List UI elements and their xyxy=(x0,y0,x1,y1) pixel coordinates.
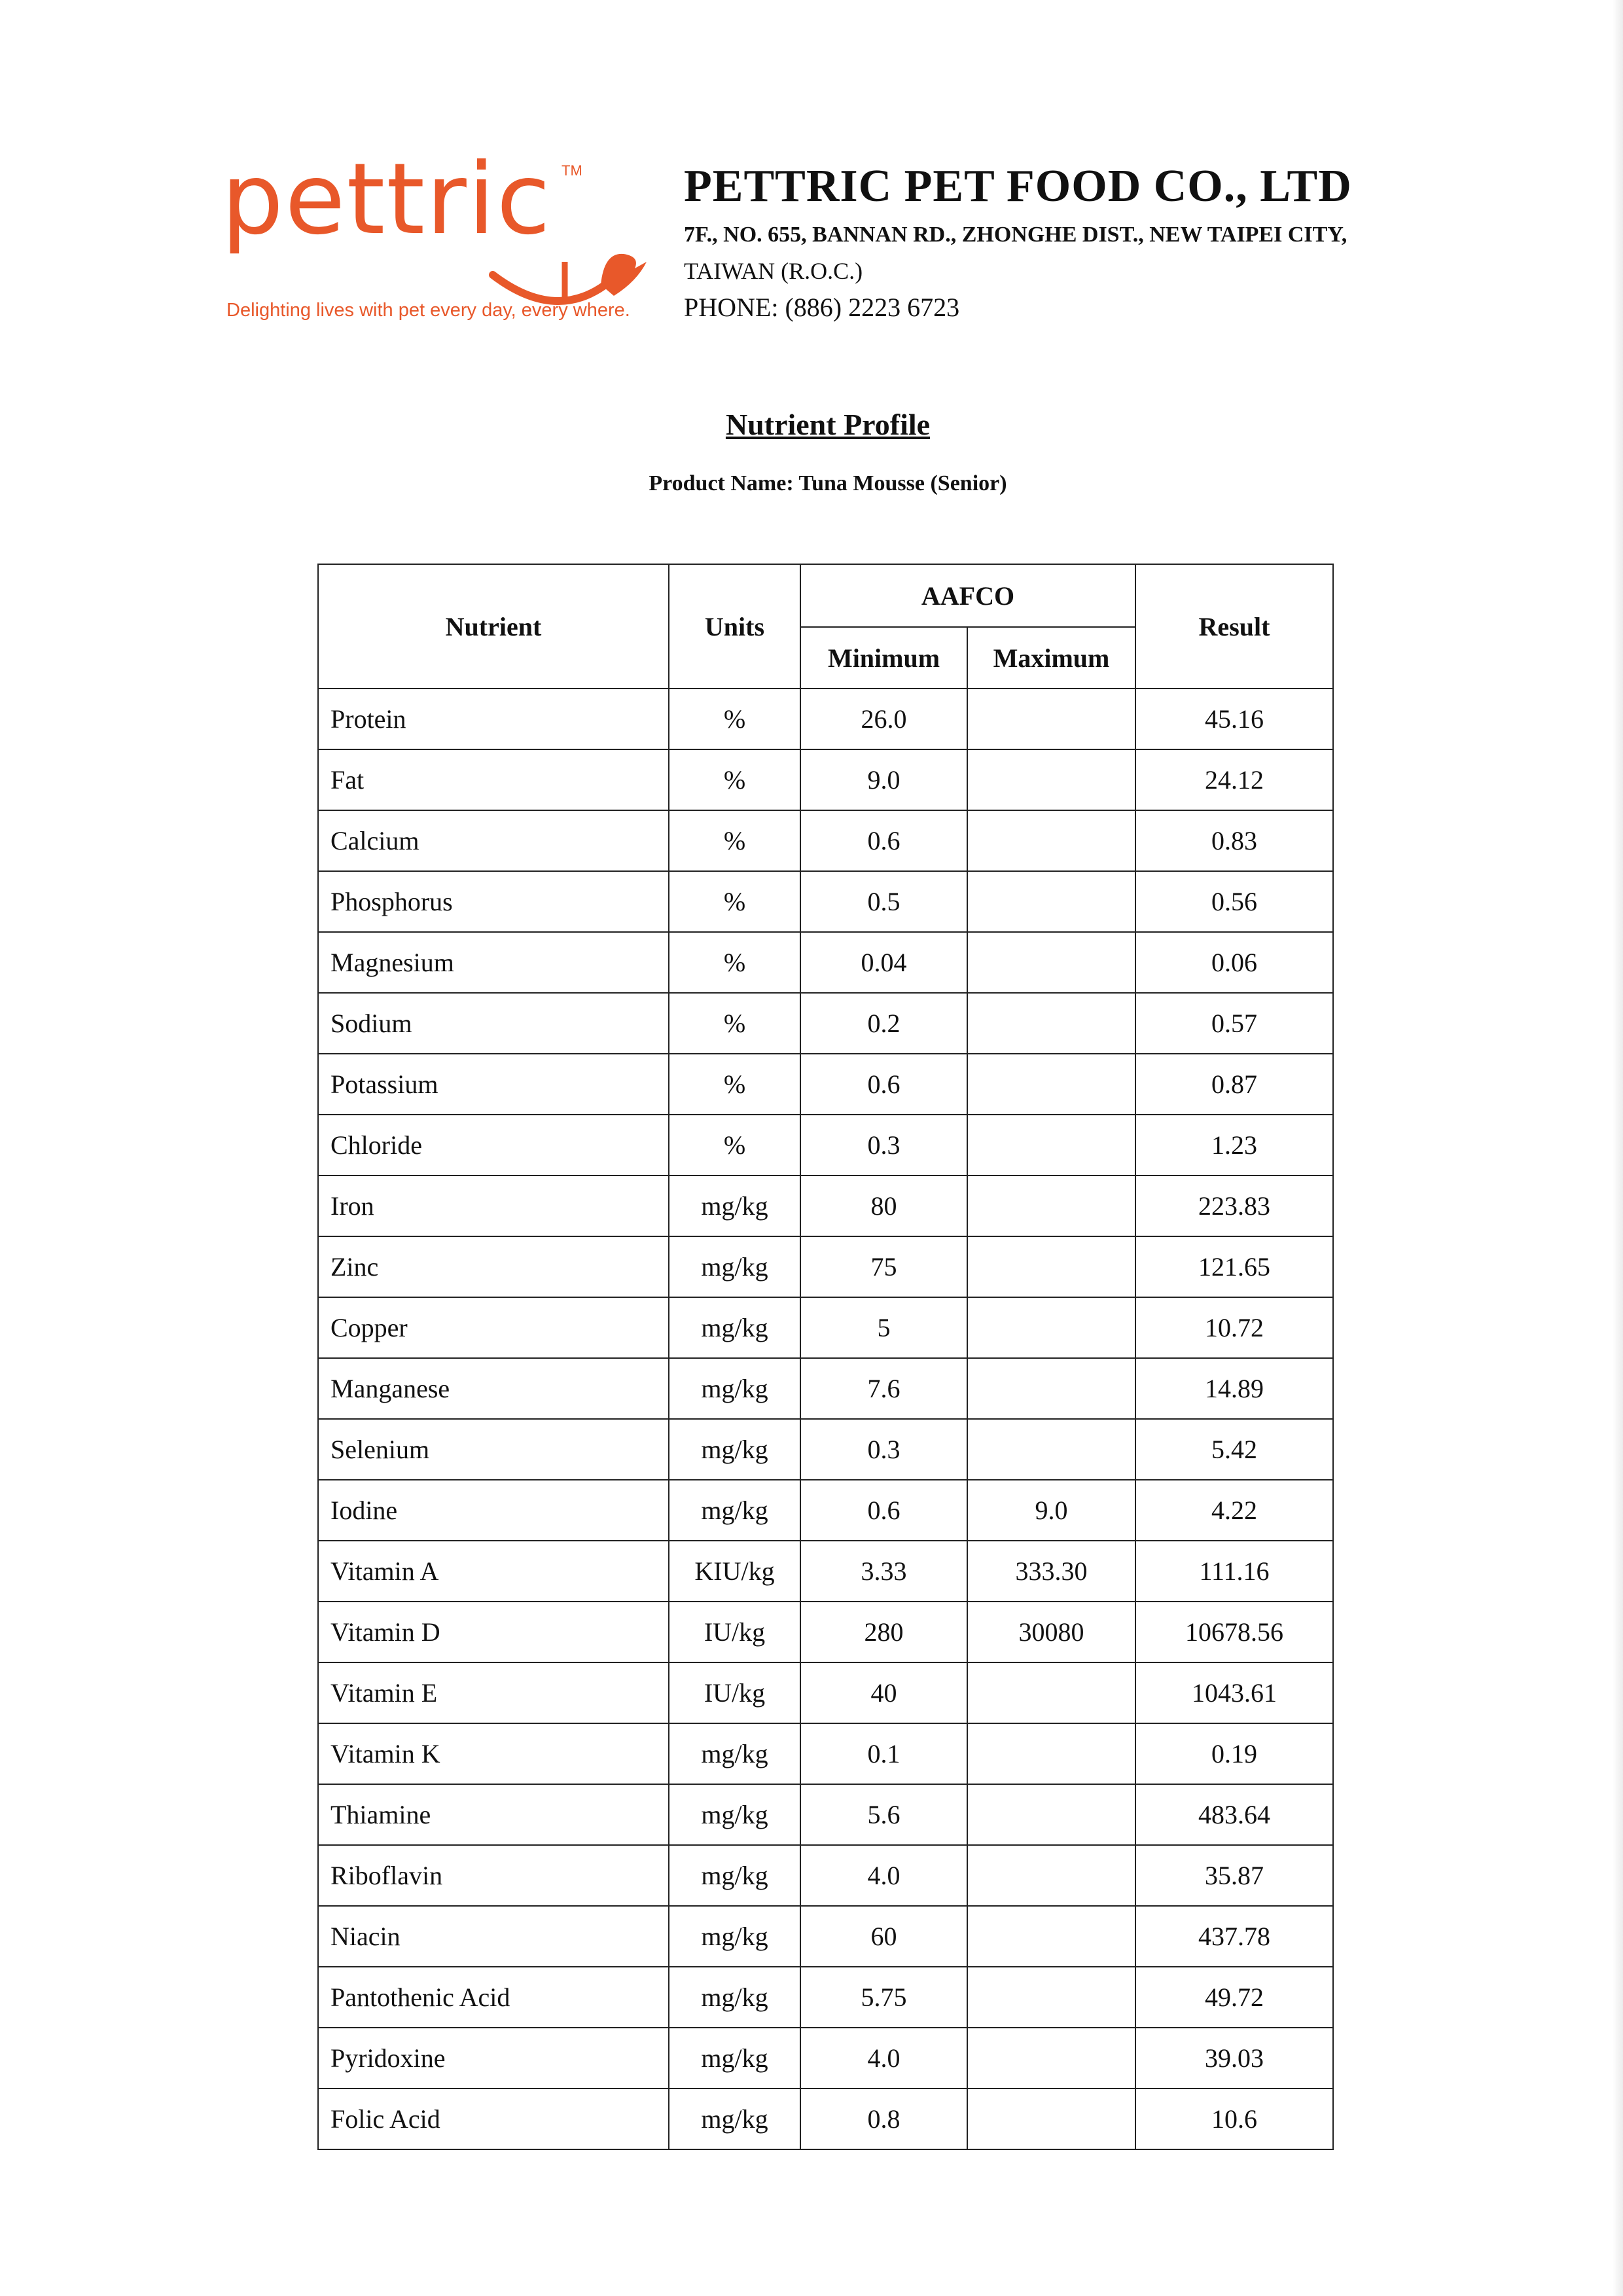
nutrient-name: Iodine xyxy=(318,1480,669,1541)
aafco-maximum xyxy=(967,749,1135,810)
aafco-maximum xyxy=(967,1054,1135,1115)
table-row xyxy=(318,1175,1333,1236)
company-name: PETTRIC PET FOOD CO., LTD xyxy=(684,161,1352,211)
aafco-maximum: 30080 xyxy=(967,1602,1135,1662)
nutrient-units: IU/kg xyxy=(669,1662,800,1723)
aafco-maximum xyxy=(967,932,1135,993)
header-result: Result xyxy=(1135,564,1333,689)
nutrient-name: Niacin xyxy=(318,1906,669,1967)
aafco-minimum: 9.0 xyxy=(800,749,967,810)
table-row xyxy=(318,2028,1333,2089)
nutrient-units: % xyxy=(669,871,800,932)
aafco-minimum: 5.75 xyxy=(800,1967,967,2028)
aafco-minimum: 4.0 xyxy=(800,1845,967,1906)
aafco-minimum: 0.04 xyxy=(800,932,967,993)
result-value: 45.16 xyxy=(1135,689,1333,749)
result-value: 223.83 xyxy=(1135,1175,1333,1236)
nutrient-units: mg/kg xyxy=(669,1358,800,1419)
table-row xyxy=(318,2089,1333,2149)
table-row xyxy=(318,1358,1333,1419)
table-row xyxy=(318,1297,1333,1358)
result-value: 0.57 xyxy=(1135,993,1333,1054)
nutrient-units: % xyxy=(669,932,800,993)
aafco-maximum xyxy=(967,1115,1135,1175)
nutrient-name: Fat xyxy=(318,749,669,810)
nutrient-name: Copper xyxy=(318,1297,669,1358)
logo-tagline: Delighting lives with pet every day, every where. xyxy=(226,300,630,321)
aafco-maximum xyxy=(967,1297,1135,1358)
nutrient-name: Protein xyxy=(318,689,669,749)
nutrient-units: mg/kg xyxy=(669,1236,800,1297)
nutrient-name: Riboflavin xyxy=(318,1845,669,1906)
table-row xyxy=(318,1054,1333,1115)
nutrient-table xyxy=(317,564,1334,2150)
table-row xyxy=(318,689,1333,749)
aafco-maximum: 9.0 xyxy=(967,1480,1135,1541)
header-nutrient: Nutrient xyxy=(318,564,669,689)
result-value: 0.83 xyxy=(1135,810,1333,871)
aafco-minimum: 7.6 xyxy=(800,1358,967,1419)
result-value: 10678.56 xyxy=(1135,1602,1333,1662)
aafco-maximum: 333.30 xyxy=(967,1541,1135,1602)
nutrient-name: Manganese xyxy=(318,1358,669,1419)
table-row xyxy=(318,1723,1333,1784)
result-value: 1043.61 xyxy=(1135,1662,1333,1723)
nutrient-name: Chloride xyxy=(318,1115,669,1175)
aafco-minimum: 75 xyxy=(800,1236,967,1297)
nutrient-units: % xyxy=(669,749,800,810)
aafco-minimum: 80 xyxy=(800,1175,967,1236)
aafco-minimum: 26.0 xyxy=(800,689,967,749)
aafco-maximum xyxy=(967,1175,1135,1236)
aafco-maximum xyxy=(967,993,1135,1054)
aafco-minimum: 0.6 xyxy=(800,810,967,871)
table-row xyxy=(318,932,1333,993)
nutrient-name: Potassium xyxy=(318,1054,669,1115)
aafco-minimum: 0.3 xyxy=(800,1115,967,1175)
table-row xyxy=(318,810,1333,871)
result-value: 111.16 xyxy=(1135,1541,1333,1602)
aafco-minimum: 5.6 xyxy=(800,1784,967,1845)
nutrient-units: mg/kg xyxy=(669,1480,800,1541)
aafco-maximum xyxy=(967,1906,1135,1967)
result-value: 10.6 xyxy=(1135,2089,1333,2149)
aafco-minimum: 0.2 xyxy=(800,993,967,1054)
nutrient-units: mg/kg xyxy=(669,1419,800,1480)
aafco-minimum: 0.1 xyxy=(800,1723,967,1784)
nutrient-name: Vitamin A xyxy=(318,1541,669,1602)
header-minimum: Minimum xyxy=(800,627,967,689)
result-value: 437.78 xyxy=(1135,1906,1333,1967)
company-address-line2: TAIWAN (R.O.C.) xyxy=(684,258,863,284)
nutrient-units: mg/kg xyxy=(669,1723,800,1784)
result-value: 24.12 xyxy=(1135,749,1333,810)
nutrient-units: KIU/kg xyxy=(669,1541,800,1602)
company-phone: PHONE: (886) 2223 6723 xyxy=(684,293,960,322)
nutrient-units: mg/kg xyxy=(669,1906,800,1967)
result-value: 5.42 xyxy=(1135,1419,1333,1480)
aafco-maximum xyxy=(967,1358,1135,1419)
aafco-minimum: 0.6 xyxy=(800,1054,967,1115)
nutrient-units: % xyxy=(669,810,800,871)
product-name: Product Name: Tuna Mousse (Senior) xyxy=(649,471,1007,495)
result-value: 49.72 xyxy=(1135,1967,1333,2028)
table-row xyxy=(318,749,1333,810)
nutrient-units: % xyxy=(669,1054,800,1115)
aafco-maximum xyxy=(967,1723,1135,1784)
result-value: 0.06 xyxy=(1135,932,1333,993)
aafco-minimum: 0.8 xyxy=(800,2089,967,2149)
nutrient-units: mg/kg xyxy=(669,1175,800,1236)
table-row xyxy=(318,993,1333,1054)
table-row xyxy=(318,1419,1333,1480)
aafco-maximum xyxy=(967,1236,1135,1297)
table-row xyxy=(318,1906,1333,1967)
header-maximum: Maximum xyxy=(967,627,1135,689)
aafco-maximum xyxy=(967,810,1135,871)
nutrient-units: mg/kg xyxy=(669,2028,800,2089)
result-value: 10.72 xyxy=(1135,1297,1333,1358)
nutrient-name: Pyridoxine xyxy=(318,2028,669,2089)
aafco-minimum: 4.0 xyxy=(800,2028,967,2089)
aafco-maximum xyxy=(967,689,1135,749)
nutrient-name: Thiamine xyxy=(318,1784,669,1845)
company-header xyxy=(684,161,1352,322)
header-aafco: AAFCO xyxy=(800,564,1135,627)
header-units: Units xyxy=(669,564,800,689)
nutrient-name: Pantothenic Acid xyxy=(318,1967,669,2028)
result-value: 14.89 xyxy=(1135,1358,1333,1419)
nutrient-units: % xyxy=(669,689,800,749)
nutrient-units: mg/kg xyxy=(669,1784,800,1845)
scan-edge-shadow xyxy=(1613,0,1623,2296)
table-row xyxy=(318,1662,1333,1723)
nutrient-name: Iron xyxy=(318,1175,669,1236)
aafco-minimum: 40 xyxy=(800,1662,967,1723)
logo-trademark: TM xyxy=(562,162,582,179)
table-row xyxy=(318,1784,1333,1845)
nutrient-units: mg/kg xyxy=(669,1297,800,1358)
table-row xyxy=(318,1541,1333,1602)
nutrient-units: % xyxy=(669,1115,800,1175)
nutrient-name: Selenium xyxy=(318,1419,669,1480)
nutrient-units: IU/kg xyxy=(669,1602,800,1662)
aafco-minimum: 5 xyxy=(800,1297,967,1358)
result-value: 121.65 xyxy=(1135,1236,1333,1297)
aafco-maximum xyxy=(967,871,1135,932)
aafco-maximum xyxy=(967,1845,1135,1906)
nutrient-units: mg/kg xyxy=(669,1845,800,1906)
nutrient-units: % xyxy=(669,993,800,1054)
nutrient-units: mg/kg xyxy=(669,2089,800,2149)
result-value: 483.64 xyxy=(1135,1784,1333,1845)
table-row xyxy=(318,1236,1333,1297)
aafco-minimum: 280 xyxy=(800,1602,967,1662)
nutrient-name: Sodium xyxy=(318,993,669,1054)
result-value: 39.03 xyxy=(1135,2028,1333,2089)
result-value: 0.19 xyxy=(1135,1723,1333,1784)
result-value: 0.56 xyxy=(1135,871,1333,932)
aafco-maximum xyxy=(967,1967,1135,2028)
aafco-maximum xyxy=(967,2028,1135,2089)
table-row xyxy=(318,1967,1333,2028)
aafco-minimum: 60 xyxy=(800,1906,967,1967)
aafco-minimum: 0.6 xyxy=(800,1480,967,1541)
aafco-maximum xyxy=(967,2089,1135,2149)
nutrient-name: Phosphorus xyxy=(318,871,669,932)
company-address-line1: 7F., NO. 655, BANNAN RD., ZHONGHE DIST., NEW TAIPEI CITY, xyxy=(684,223,1347,247)
aafco-minimum: 0.5 xyxy=(800,871,967,932)
table-row xyxy=(318,1602,1333,1662)
aafco-minimum: 0.3 xyxy=(800,1419,967,1480)
nutrient-name: Vitamin E xyxy=(318,1662,669,1723)
nutrient-name: Vitamin D xyxy=(318,1602,669,1662)
aafco-maximum xyxy=(967,1784,1135,1845)
document-title: Nutrient Profile xyxy=(725,408,931,441)
nutrient-units: mg/kg xyxy=(669,1967,800,2028)
table-row xyxy=(318,1480,1333,1541)
table-row xyxy=(318,1115,1333,1175)
nutrient-name: Zinc xyxy=(318,1236,669,1297)
logo-wordmark: pettric xyxy=(221,143,552,257)
result-value: 0.87 xyxy=(1135,1054,1333,1115)
nutrient-name: Vitamin K xyxy=(318,1723,669,1784)
table-row xyxy=(318,871,1333,932)
aafco-maximum xyxy=(967,1662,1135,1723)
result-value: 1.23 xyxy=(1135,1115,1333,1175)
table-row xyxy=(318,1845,1333,1906)
nutrient-name: Calcium xyxy=(318,810,669,871)
result-value: 35.87 xyxy=(1135,1845,1333,1906)
nutrient-name: Magnesium xyxy=(318,932,669,993)
aafco-maximum xyxy=(967,1419,1135,1480)
aafco-minimum: 3.33 xyxy=(800,1541,967,1602)
result-value: 4.22 xyxy=(1135,1480,1333,1541)
nutrient-name: Folic Acid xyxy=(318,2089,669,2149)
